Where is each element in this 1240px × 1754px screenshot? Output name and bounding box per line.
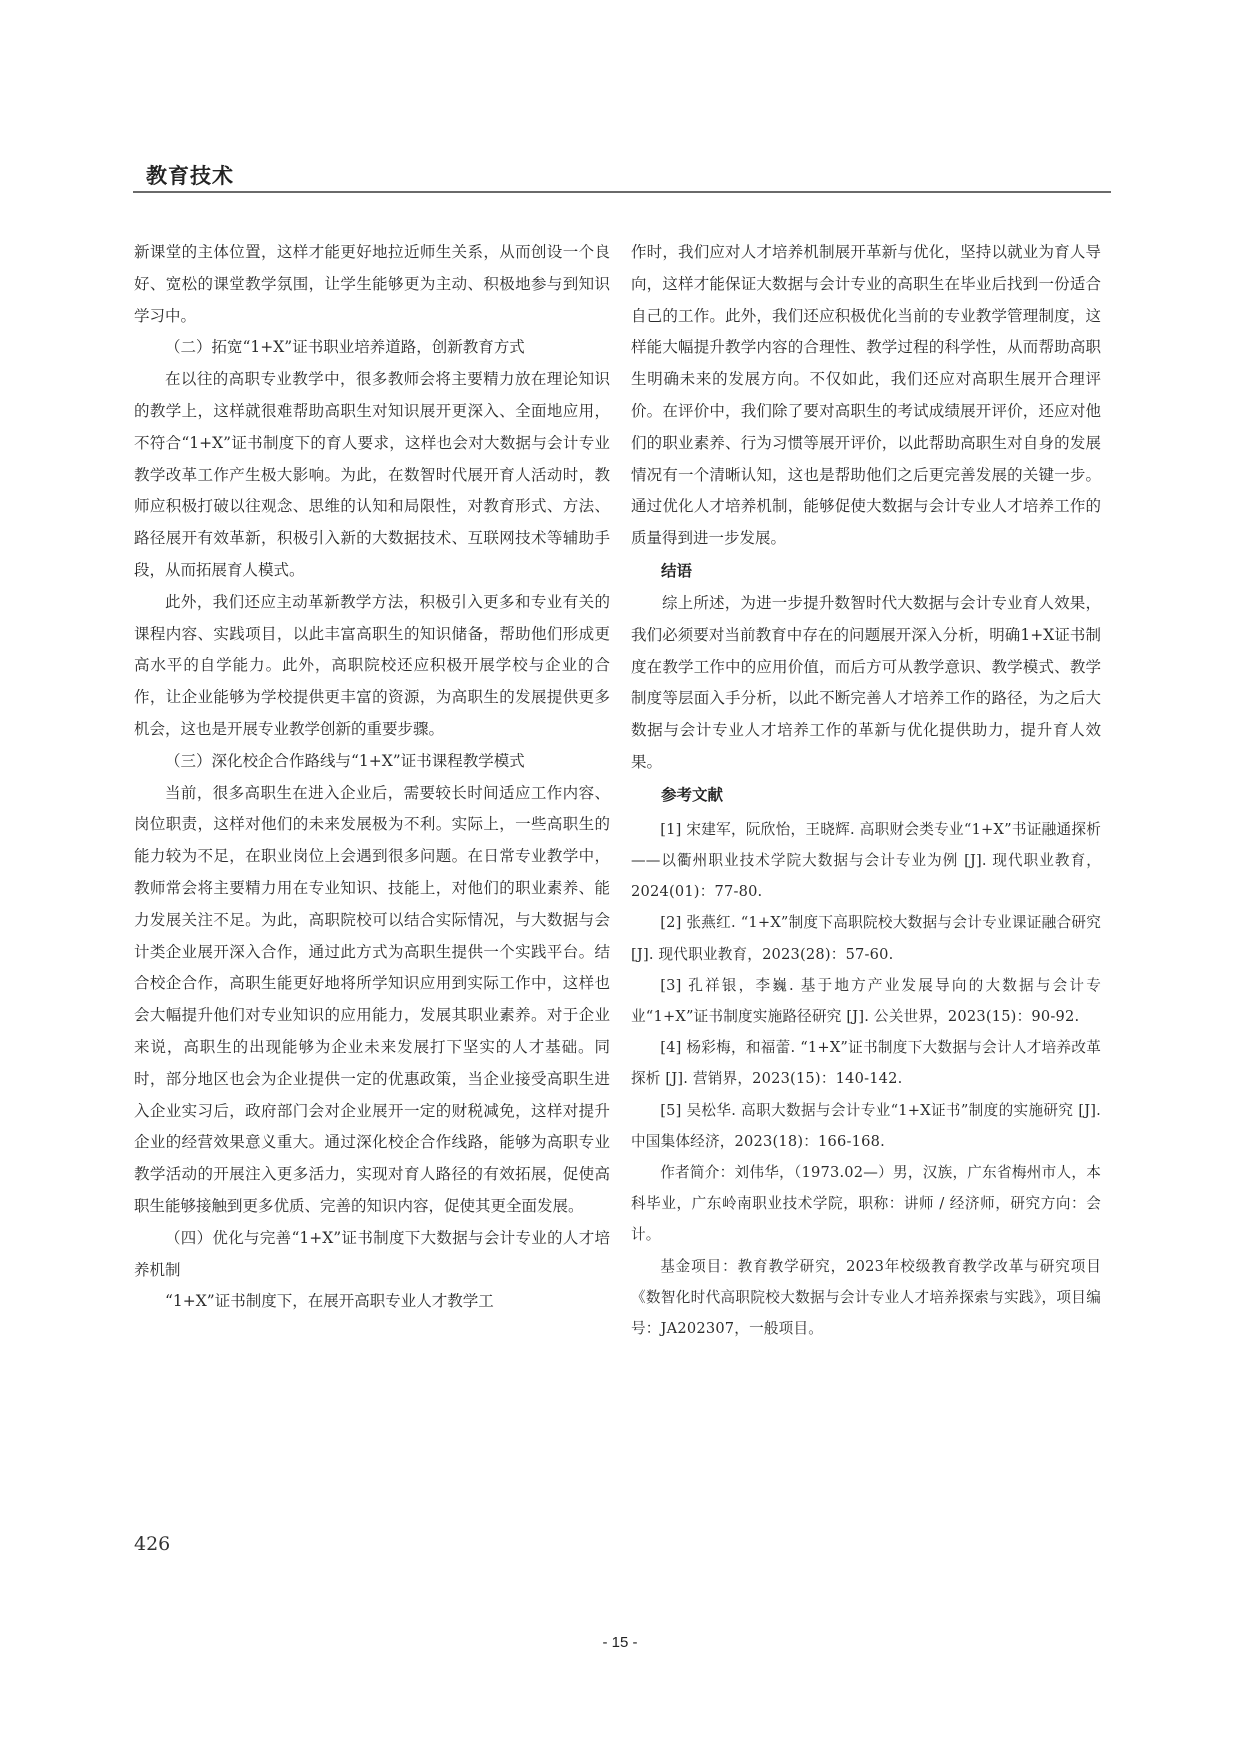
reference-item: [5] 吴松华. 高职大数据与会计专业“1+X证书”制度的实施研究 [J]. 中国集体经济，2023(18)：166-168. [631,1101,1101,1150]
conclusion-heading: 结语 [661,561,693,580]
left-column [134,237,610,1318]
paragraph: 当前，很多高职生在进入企业后，需要较长时间适应工作内容、岗位职责，这样对他们的未来发展极为不利。实际上，一些高职生的能力较为不足，在职业岗位上会遇到很多问题。在日常专业教学中，教师常会将主要精力用在专业知识、技能上，对他们的职业素养、能力发展关注不足。为此，高职院校可以结合实际情况，与大数据与会计类企业展开深入合作，通过此方式为高职生提供一个实践平台。结合校企合作，高职生能更好地将所学知识应用到实际工作中，这样也会大幅提升他们对专业知识的应用能力，发展其职业素养。对于企业来说，高职生的出现能够为企业未来发展打下坚实的人才基础。同时，部分地区也会为企业提供一定的优惠政策，当企业接受高职生进入企业实习后，政府部门会对企业展开一定的财税减免，这样对提升企业的经营效果意义重大。通过深化校企合作线路，能够为高职专业教学活动的开展注入更多活力，实现对育人路径的有效拓展，促使高职生能够接触到更多优质、完善的知识内容，促使其更全面发展。 [134,783,610,1215]
paragraph: “1+X”证书制度下，在展开高职专业人才教学工 [165,1292,494,1311]
paragraph: 新课堂的主体位置，这样才能更好地拉近师生关系，从而创设一个良好、宽松的课堂教学氛围，让学生能够更为主动、积极地参与到知识学习中。 [134,243,610,325]
reference-item: [4] 杨彩梅，和福蕾. “1+X”证书制度下大数据与会计人才培养改革探析 [J]. 营销界，2023(15)：140-142. [631,1039,1101,1088]
subheading: （三）深化校企合作路线与“1+X”证书课程教学模式 [165,751,525,770]
subheading: （四）优化与完善“1+X”证书制度下大数据与会计专业的人才培养机制 [134,1228,610,1279]
header-divider [133,191,1111,193]
journal-page-number: 426 [134,1533,171,1555]
author-info: 作者简介：刘伟华，（1973.02—）男，汉族，广东省梅州市人，本科毕业，广东岭南职业技术学院，职称：讲师 / 经济师，研究方向：会计。 [631,1163,1101,1244]
pdf-page-number: - 15 - [602,1634,638,1651]
paragraph: 作时，我们应对人才培养机制展开革新与优化，坚持以就业为育人导向，这样才能保证大数据与会计专业的高职生在毕业后找到一份适合自己的工作。此外，我们还应积极优化当前的专业教学管理制度，这样能大幅提升教学内容的合理性、教学过程的科学性，从而帮助高职生明确未来的发展方向。不仅如此，我们还应对高职生展开合理评价。在评价中，我们除了要对高职生的考试成绩展开评价，还应对他们的职业素养、行为习惯等展开评价，以此帮助高职生对自身的发展情况有一个清晰认知，这也是帮助他们之后更完善发展的关键一步。通过优化人才培养机制，能够促使大数据与会计专业人才培养工作的质量得到进一步发展。 [631,243,1101,548]
section-title: 教育技术 [146,164,234,188]
subheading: （二）拓宽“1+X”证书职业培养道路，创新教育方式 [165,338,525,357]
references-heading: 参考文献 [661,785,724,804]
paragraph: 在以往的高职专业教学中，很多教师会将主要精力放在理论知识的教学上，这样就很难帮助高职生对知识展开更深入、全面地应用，不符合“1+X”证书制度下的育人要求，这样也会对大数据与会计专业教学改革工作产生极大影响。为此，在数智时代展开育人活动时，教师应积极打破以往观念、思维的认知和局限性，对教育形式、方法、路径展开有效革新，积极引入新的大数据技术、互联网技术等辅助手段，从而拓展育人模式。 [134,370,610,579]
reference-list [631,814,1101,1344]
funding-info: 基金项目：教育教学研究，2023年校级教育教学改革与研究项目《数智化时代高职院校大数据与会计专业人才培养探索与实践》，项目编号：JA202307，一般项目。 [631,1257,1101,1337]
paragraph: 综上所述，为进一步提升数智时代大数据与会计专业育人效果，我们必须要对当前教育中存在的问题展开深入分析，明确1+X证书制度在教学工作中的应用价值，而后方可从教学意识、教学模式、教学制度等层面入手分析，以此不断完善人才培养工作的路径，为之后大数据与会计专业人才培养工作的革新与优化提供助力，提升育人效果。 [631,593,1101,771]
reference-item: [3] 孔祥银，李巍. 基于地方产业发展导向的大数据与会计专业“1+X”证书制度实施路径研究 [J]. 公关世界，2023(15)：90-92. [631,976,1101,1025]
reference-item: [1] 宋建军，阮欣怡，王晓辉. 高职财会类专业“1+X”书证融通探析——以衢州职业技术学院大数据与会计专业为例 [J]. 现代职业教育，2024(01)：77-80. [631,820,1101,901]
right-column [631,237,1101,1344]
paragraph: 此外，我们还应主动革新教学方法，积极引入更多和专业有关的课程内容、实践项目，以此丰富高职生的知识储备，帮助他们形成更高水平的自学能力。此外，高职院校还应积极开展学校与企业的合作，让企业能够为学校提供更丰富的资源，为高职生的发展提供更多机会，这也是开展专业教学创新的重要步骤。 [134,592,610,738]
reference-item: [2] 张燕红. “1+X”制度下高职院校大数据与会计专业课证融合研究 [J]. 现代职业教育，2023(28)：57-60. [631,914,1101,963]
